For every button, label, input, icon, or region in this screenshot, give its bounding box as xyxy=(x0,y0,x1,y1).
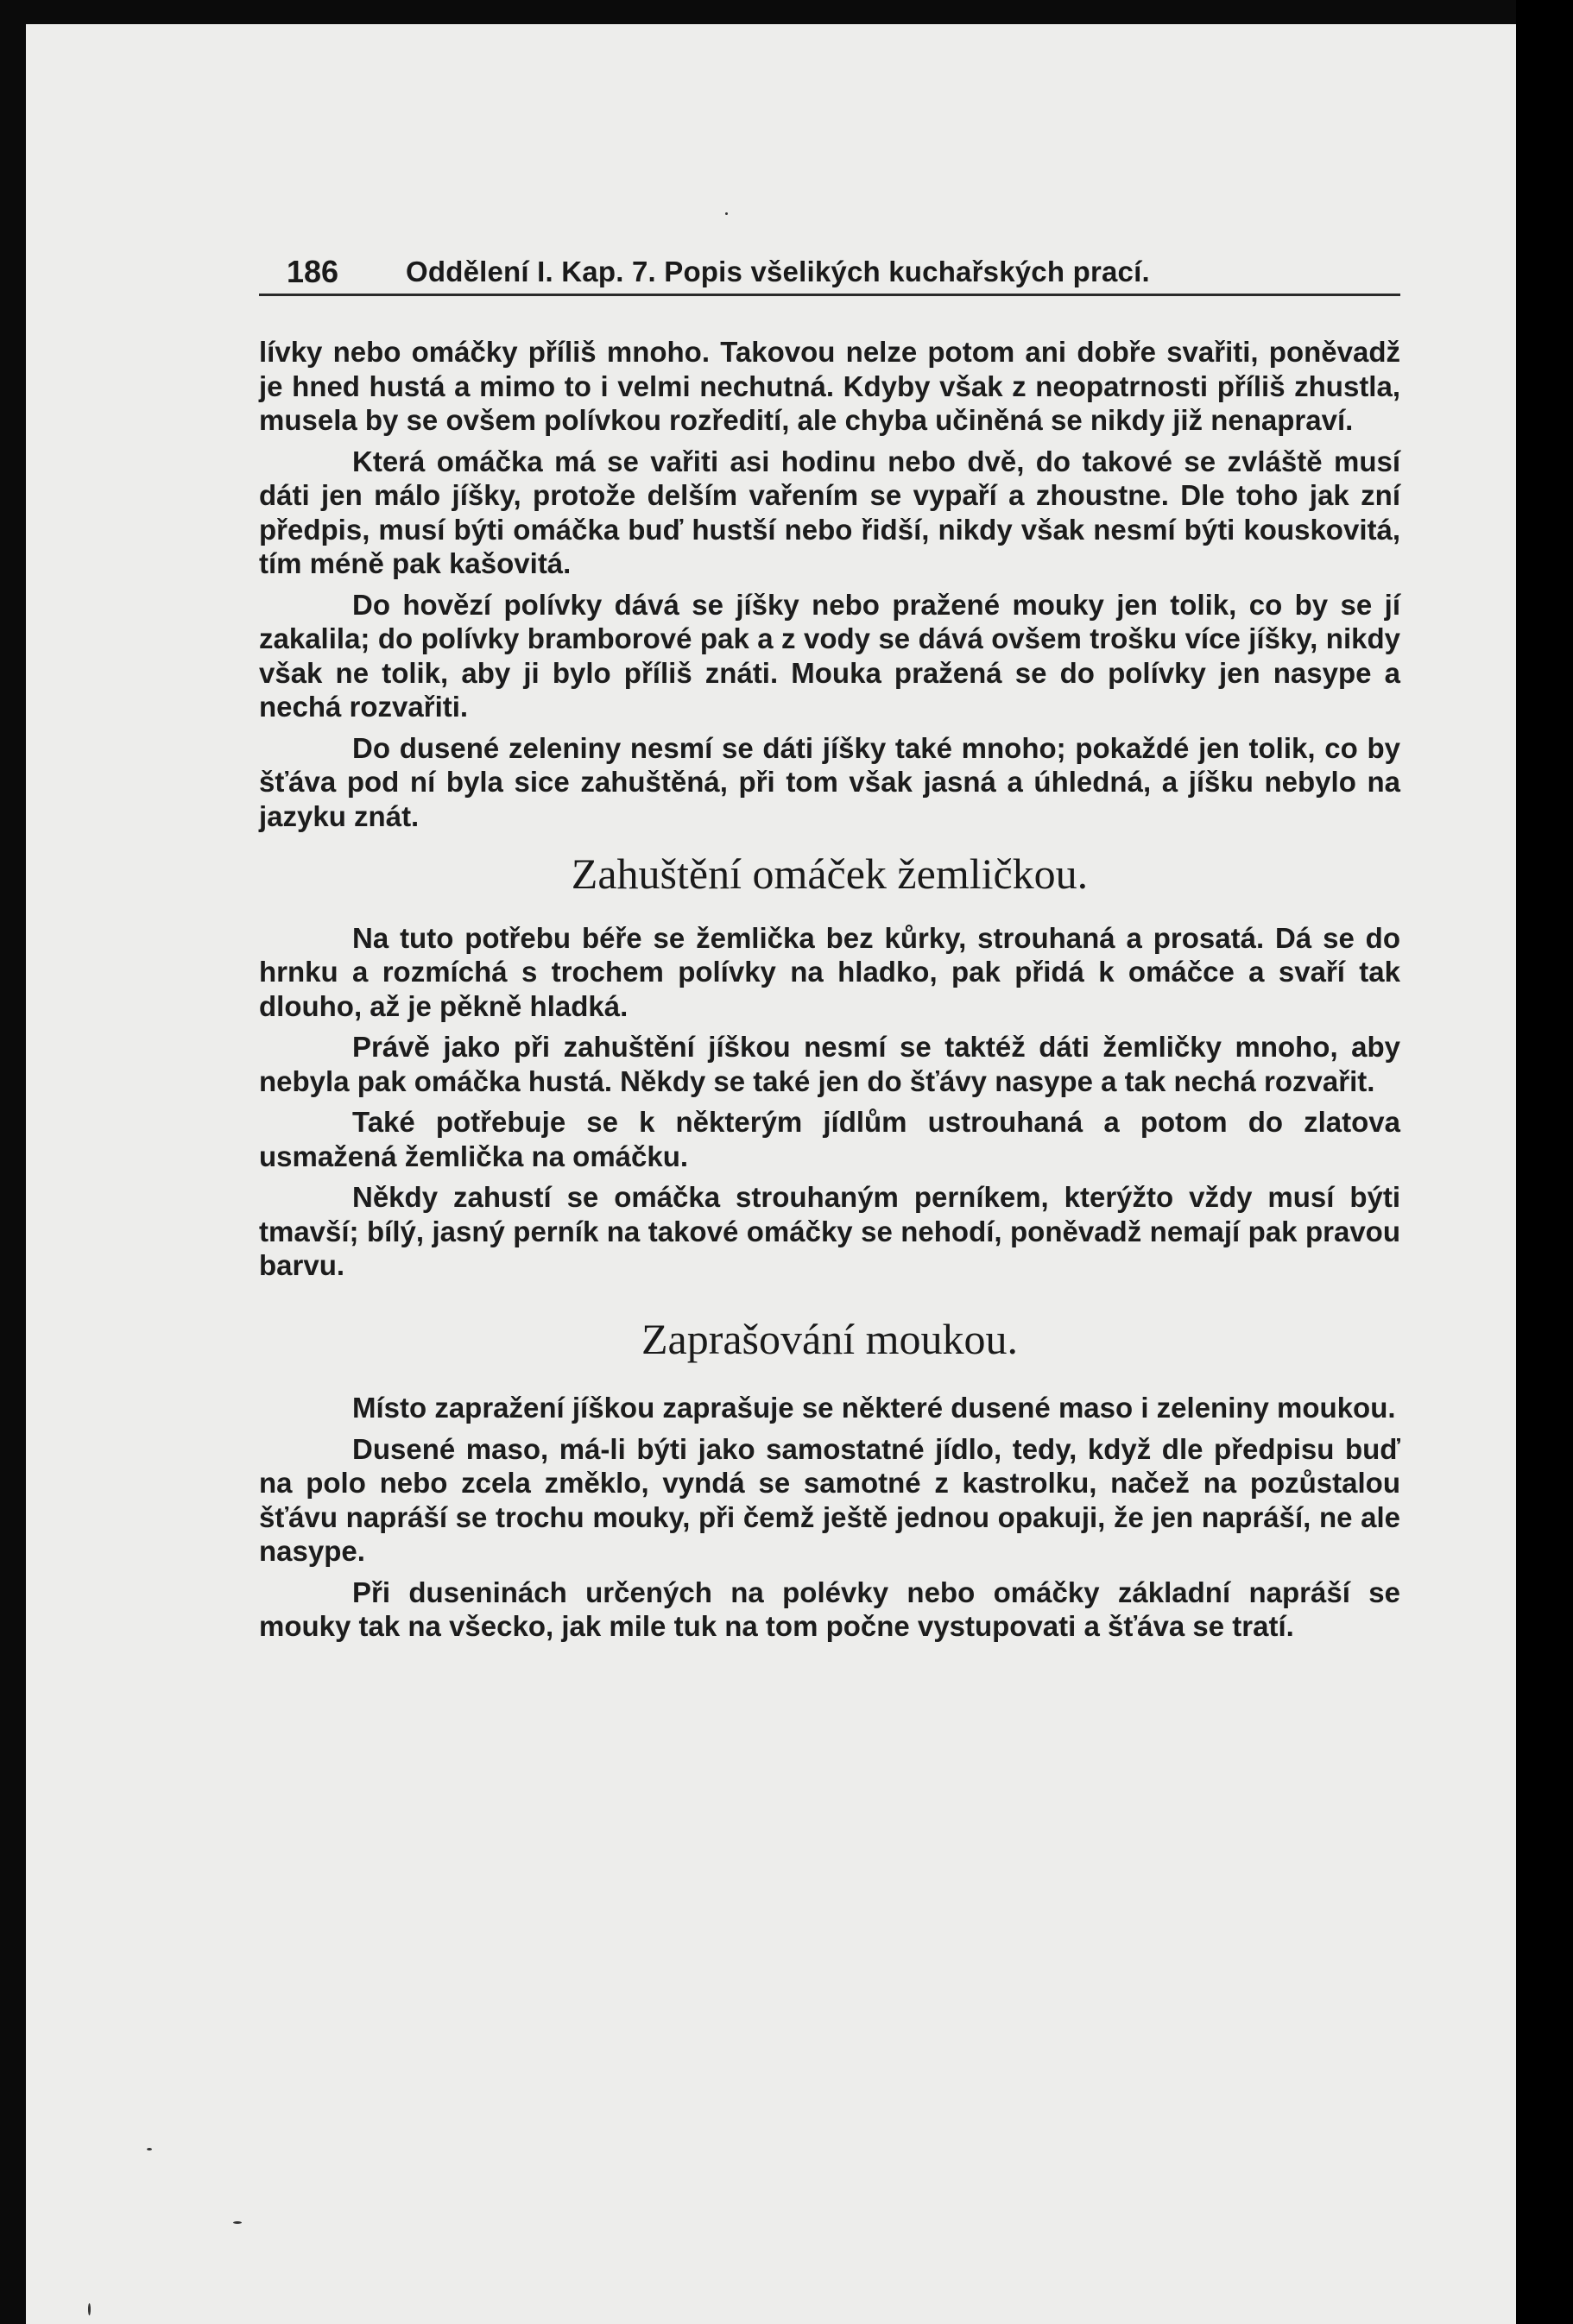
paper-speck xyxy=(233,2221,242,2224)
paragraph: Právě jako při zahuštění jíškou nesmí se taktéž dáti žemličky mnoho, aby nebyla pak omáčka hustá. Někdy se také jen do šťávy nasype a tak nechá rozvařit. xyxy=(259,1031,1400,1097)
paragraph: Do dusené zeleniny nesmí se dáti jíšky také mnoho; pokaždé jen tolik, co by šťáva pod ní byla sice zahuštěná, při tom však jasná a úhledná, a jíšku nebylo na jazyku znát. xyxy=(259,731,1400,832)
paragraph: Na tuto potřebu béře se žemlička bez kůrky, strouhaná a prosatá. Dá se do hrnku a rozmíchá s trochem polívky na hladko, pak přidá k omáčce a svaří tak dlouho, až je pěkně hladká. xyxy=(259,921,1400,1022)
scan-border xyxy=(1516,0,1573,2324)
paper-speck xyxy=(147,2148,152,2150)
paragraph: Do hovězí polívky dává se jíšky nebo pražené mouky jen tolik, co by se jí zakalila; do polívky bramborové pak a z vody se dává ovšem trošku více jíšky, nikdy však ne tolik, aby ji bylo příliš znáti. Mouka pražená se do polívky jen nasype a nechá rozvařiti. xyxy=(259,588,1400,723)
book-page xyxy=(26,24,1516,2324)
paragraph: Místo zapražení jíškou zaprašuje se některé dusené maso i zeleniny moukou. xyxy=(352,1392,1396,1424)
paper-speck xyxy=(88,2303,91,2315)
paragraph: Někdy zahustí se omáčka strouhaným perníkem, kterýžto vždy musí býti tmavší; bílý, jasný perník na takové omáčky se nehodí, poněvadž nemají pak pravou barvu. xyxy=(259,1181,1400,1281)
running-header xyxy=(259,250,1400,296)
paragraph: Která omáčka má se vařiti asi hodinu nebo dvě, do takové se zvláště musí dáti jen málo jíšky, protože delším vařením se vypaří a zhoustne. Dle toho jak zní předpis, musí býti omáčka buď hustší nebo řidší, nikdy však nesmí býti kouskovitá, tím méně pak kašovitá. xyxy=(259,445,1400,579)
running-title: Oddělení I. Kap. 7. Popis všelikých kuchařských prací. xyxy=(406,256,1150,287)
page-body xyxy=(259,335,1400,1651)
paragraph: lívky nebo omáčky příliš mnoho. Takovou nelze potom ani dobře svařiti, poněvadž je hned hustá a mimo to i velmi nechutná. Kdyby však z neopatrnosti příliš zhustla, musela by se ovšem polívkou rozředití, ale chyba učiněná se nikdy již nenapraví. xyxy=(259,336,1400,436)
section-heading-zaprasovani: Zaprašování moukou. xyxy=(641,1314,1018,1363)
paragraph: Při duseninách určených na polévky nebo omáčky základní napráší se mouky tak na všecko, jak mile tuk na tom počne vystupovati a šťáva se tratí. xyxy=(259,1576,1400,1642)
paragraph: Také potřebuje se k některým jídlům ustrouhaná a potom do zlatova usmažená žemlička na omáčku. xyxy=(259,1106,1400,1172)
paragraph: Dusené maso, má-li býti jako samostatné jídlo, tedy, když dle předpisu buď na polo nebo zcela změklo, vyndá se samotné z kastrolku, načež na pozůstalou šťávu napráší se trochu mouky, při čemž ještě jednou opakuji, že jen napráší, ne ale nasype. xyxy=(259,1432,1400,1567)
section-heading-zahusteni: Zahuštění omáček žemličkou. xyxy=(571,849,1089,898)
page-number: 186 xyxy=(287,254,339,289)
paper-speck xyxy=(725,212,728,215)
